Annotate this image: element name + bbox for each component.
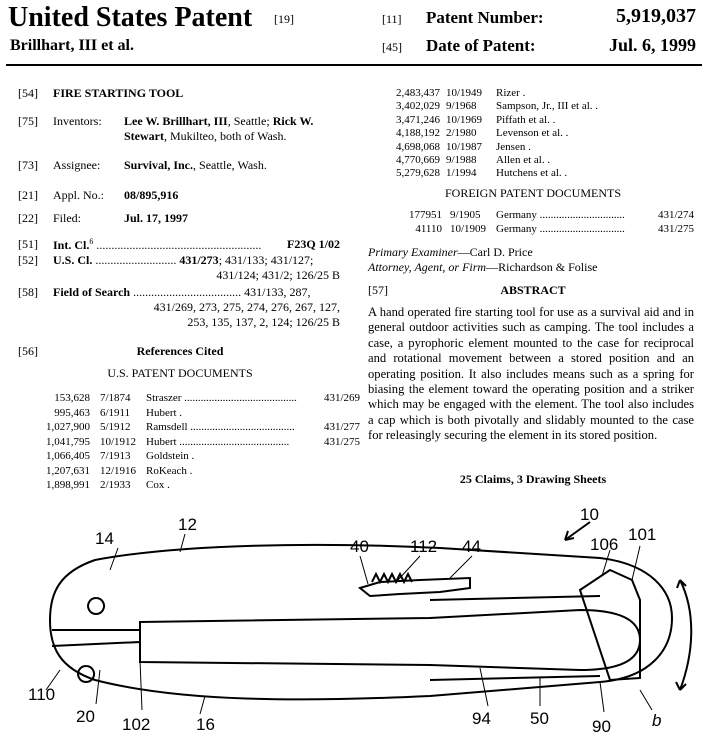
label-94: 94	[472, 709, 491, 728]
us-ref-row	[0, 479, 360, 493]
uscl-first: 431/273	[179, 253, 219, 267]
appl-code: [21]	[18, 188, 38, 202]
ref-name: Cox .	[146, 479, 170, 491]
ref-number: 1,066,405	[46, 450, 90, 462]
rotation-arrow	[680, 580, 691, 690]
ref-date: 7/1874	[100, 392, 131, 404]
ref-number: 3,471,246	[396, 113, 440, 126]
ref-date: 9/1905	[450, 209, 481, 221]
ref-number: 1,207,631	[46, 464, 90, 477]
inventor-name-2b: Stewart	[124, 129, 164, 143]
right-ref-row	[368, 154, 698, 167]
ref-date: 2/1980	[446, 127, 477, 140]
abstract-title: ABSTRACT	[500, 283, 566, 297]
field-label: Field of Search	[53, 285, 131, 299]
us-ref-row	[0, 436, 360, 450]
label-b: b	[652, 711, 662, 730]
field-line1-rest: 431/133, 287,	[244, 285, 311, 299]
primary-examiner-name: —Carl D. Price	[457, 245, 533, 259]
intcl-label: Int. Cl.	[53, 238, 90, 252]
filed-date: Jul. 17, 1997	[124, 211, 189, 225]
attorney	[368, 260, 597, 275]
field-line1	[53, 285, 310, 300]
label-112: 112	[410, 537, 438, 556]
uscl-line2: 431/124; 431/2; 126/25 B	[216, 268, 340, 282]
ref-class: 431/275	[657, 223, 694, 235]
ref-name: Hubert .	[146, 406, 183, 419]
ref-date: 7/1913	[100, 450, 131, 462]
inventor-city-2: , Mukilteo, both of Wash.	[163, 129, 287, 143]
inventors-code: [75]	[18, 114, 38, 128]
ref-name: Jensen .	[496, 140, 531, 153]
filed-label: Filed:	[53, 211, 82, 225]
refs-title: References Cited	[136, 344, 224, 358]
ref-number: 4,770,669	[396, 154, 440, 166]
label-106: 106	[590, 535, 619, 554]
ref-number: 995,463	[54, 406, 90, 419]
claims-count: 25 Claims, 3 Drawing Sheets	[459, 472, 607, 486]
label-12: 12	[178, 515, 197, 534]
foreign-docs-title: FOREIGN PATENT DOCUMENTS	[444, 186, 622, 200]
ref-country: Germany ...............................	[496, 223, 625, 235]
foreign-ref-row	[368, 223, 694, 237]
assembly-arrow	[565, 522, 590, 540]
ref-name: Levenson et al. .	[496, 127, 569, 140]
ref-date: 10/1987	[446, 140, 483, 153]
ref-class: 431/269	[323, 392, 360, 404]
ref-number: 1,027,900	[46, 421, 90, 433]
inventors-short: Brillhart, III et al.	[10, 37, 134, 54]
right-ref-row	[368, 127, 698, 140]
field-code: [58]	[18, 285, 38, 299]
element-body	[140, 610, 640, 670]
primary-examiner-label: Primary Examiner	[368, 245, 458, 259]
ref-name: Piffath et al. .	[496, 113, 556, 126]
channel-upper	[430, 596, 600, 600]
assignee-code: [73]	[18, 158, 38, 172]
ref-class: 431/274	[657, 209, 694, 221]
right-ref-row	[368, 167, 698, 180]
ref-country: Germany ...............................	[496, 209, 625, 221]
ref-number: 1,041,795	[46, 435, 90, 448]
inventors-line2	[124, 129, 286, 144]
date-label: Date of Patent:	[426, 36, 536, 55]
us-ref-row	[0, 392, 360, 406]
ref-date: 6/1911	[100, 406, 131, 419]
ref-number: 153,628	[54, 392, 90, 404]
intcl-value: F23Q 1/02	[287, 237, 340, 251]
label-20: 20	[76, 707, 95, 726]
right-ref-row	[368, 100, 698, 113]
label-110: 110	[28, 685, 56, 704]
header-rule	[6, 64, 702, 66]
us-ref-row	[0, 465, 360, 479]
left-notch	[88, 598, 104, 614]
striker	[360, 578, 470, 596]
us-ref-row	[0, 421, 360, 435]
patent-office-title: United States Patent	[8, 2, 253, 33]
ref-date: 12/1916	[100, 464, 137, 477]
label-50: 50	[530, 709, 549, 728]
patent-date: Jul. 6, 1999	[608, 35, 696, 55]
label-44: 44	[462, 537, 481, 556]
label-10: 10	[580, 505, 599, 524]
ref-name: Ramsdell ......................................	[146, 421, 295, 433]
invention-title: FIRE STARTING TOOL	[53, 86, 184, 100]
ref-name: Hubert ........................................	[146, 435, 290, 448]
ref-class: 431/277	[323, 421, 360, 433]
ref-number: 4,188,192	[396, 127, 440, 140]
inventor-name-2a: Rick W.	[272, 114, 314, 128]
assignee-label: Assignee:	[53, 158, 101, 172]
attorney-label: Attorney, Agent, or Firm	[368, 260, 487, 274]
ref-number: 3,402,029	[396, 100, 440, 113]
assignee-name: Survival, Inc.	[124, 158, 194, 172]
label-14: 14	[95, 529, 114, 548]
foreign-ref-row	[368, 209, 694, 223]
channel-lower	[430, 676, 600, 680]
ref-class: 431/275	[323, 435, 360, 448]
refs-code: [56]	[18, 344, 38, 358]
patent-drawing	[0, 500, 710, 750]
ref-number: 5,279,628	[396, 167, 440, 180]
ref-date: 10/1969	[446, 113, 483, 126]
intcl-dots: .......................................................	[93, 238, 262, 252]
ref-name: Straszer .........................................	[146, 392, 297, 404]
abstract-text: A hand operated fire starting tool for use as a survival aid and in general outdoor activities such as camping. The tool includes a case, a pyrophoric element mounted to the case for reciprocal and rotational movement between a stored position and an operating position. It also includes means such as a spring for biasing the element toward the operating position and a striker which may be engaged with the element. The tool also includes a cap which is both pivotally and slidably mounted to the case for releasingly securing the element in its stored position.	[368, 305, 694, 443]
us-ref-row	[0, 407, 360, 421]
ref-number: 177951	[409, 209, 442, 221]
uscl-code: [52]	[18, 253, 38, 267]
ref-name: Sampson, Jr., III et al. .	[496, 100, 599, 113]
patent-number-code: [11]	[382, 12, 402, 26]
intcl-code: [51]	[18, 237, 38, 251]
label-16: 16	[196, 715, 215, 734]
element-rod	[52, 630, 140, 646]
appl-label: Appl. No.:	[53, 188, 104, 202]
ref-name: Goldstein .	[146, 450, 195, 462]
ref-number: 4,698,068	[396, 140, 440, 153]
ref-number: 2,483,437	[396, 87, 440, 99]
ref-name: RoKeach .	[146, 464, 193, 477]
assignee-city: , Seattle, Wash.	[193, 158, 267, 172]
title-code: [19]	[274, 12, 294, 26]
patent-number: 5,919,037	[616, 5, 696, 27]
label-90: 90	[592, 717, 611, 736]
intcl-line	[53, 237, 261, 253]
field-dots: ....................................	[130, 285, 242, 299]
abstract-code: [57]	[368, 283, 388, 297]
uscl-dots: ...........................	[92, 253, 177, 267]
ref-date: 10/1909	[450, 223, 487, 235]
assignee-value	[124, 158, 267, 173]
cap	[580, 570, 640, 680]
inventors-line1	[124, 114, 313, 129]
uscl-line1	[53, 253, 313, 268]
ref-number: 1,898,991	[46, 479, 90, 491]
intcl-sup: 6	[89, 237, 94, 246]
us-ref-row	[0, 450, 360, 464]
patent-number-label: Patent Number:	[426, 8, 544, 27]
date-code: [45]	[382, 40, 402, 54]
inventor-name-1: Lee W. Brillhart, III	[124, 114, 228, 128]
ref-name: Hutchens et al. .	[496, 167, 568, 180]
label-40: 40	[350, 537, 369, 556]
label-102: 102	[122, 715, 151, 734]
right-ref-row	[368, 87, 698, 100]
field-line2: 431/269, 273, 275, 274, 276, 267, 127,	[153, 300, 340, 314]
field-line3: 253, 135, 137, 2, 124; 126/25 B	[187, 315, 340, 329]
ref-date: 2/1933	[100, 479, 131, 491]
ref-name: Allen et al. .	[496, 154, 551, 166]
appl-number: 08/895,916	[124, 188, 179, 202]
attorney-name: —Richardson & Folise	[486, 260, 598, 274]
filed-code: [22]	[18, 211, 38, 225]
right-ref-row	[368, 114, 698, 127]
right-ref-row	[368, 141, 698, 154]
ref-date: 9/1968	[446, 100, 477, 113]
ref-date: 5/1912	[100, 421, 131, 433]
ref-date: 1/1994	[446, 167, 477, 180]
ref-date: 10/1949	[446, 87, 483, 99]
ref-date: 10/1912	[100, 435, 137, 448]
inventor-city-1: , Seattle;	[227, 114, 273, 128]
inventors-label: Inventors:	[53, 114, 102, 128]
ref-number: 41110	[415, 223, 442, 235]
uscl-line1-rest: ; 431/133; 431/127;	[218, 253, 314, 267]
ref-date: 9/1988	[446, 154, 477, 166]
uscl-label: U.S. Cl.	[53, 253, 93, 267]
ref-name: Rizer .	[496, 87, 526, 99]
us-docs-title: U.S. PATENT DOCUMENTS	[107, 366, 253, 380]
label-101: 101	[628, 525, 657, 544]
title-field-code: [54]	[18, 86, 38, 100]
primary-examiner	[368, 245, 533, 260]
